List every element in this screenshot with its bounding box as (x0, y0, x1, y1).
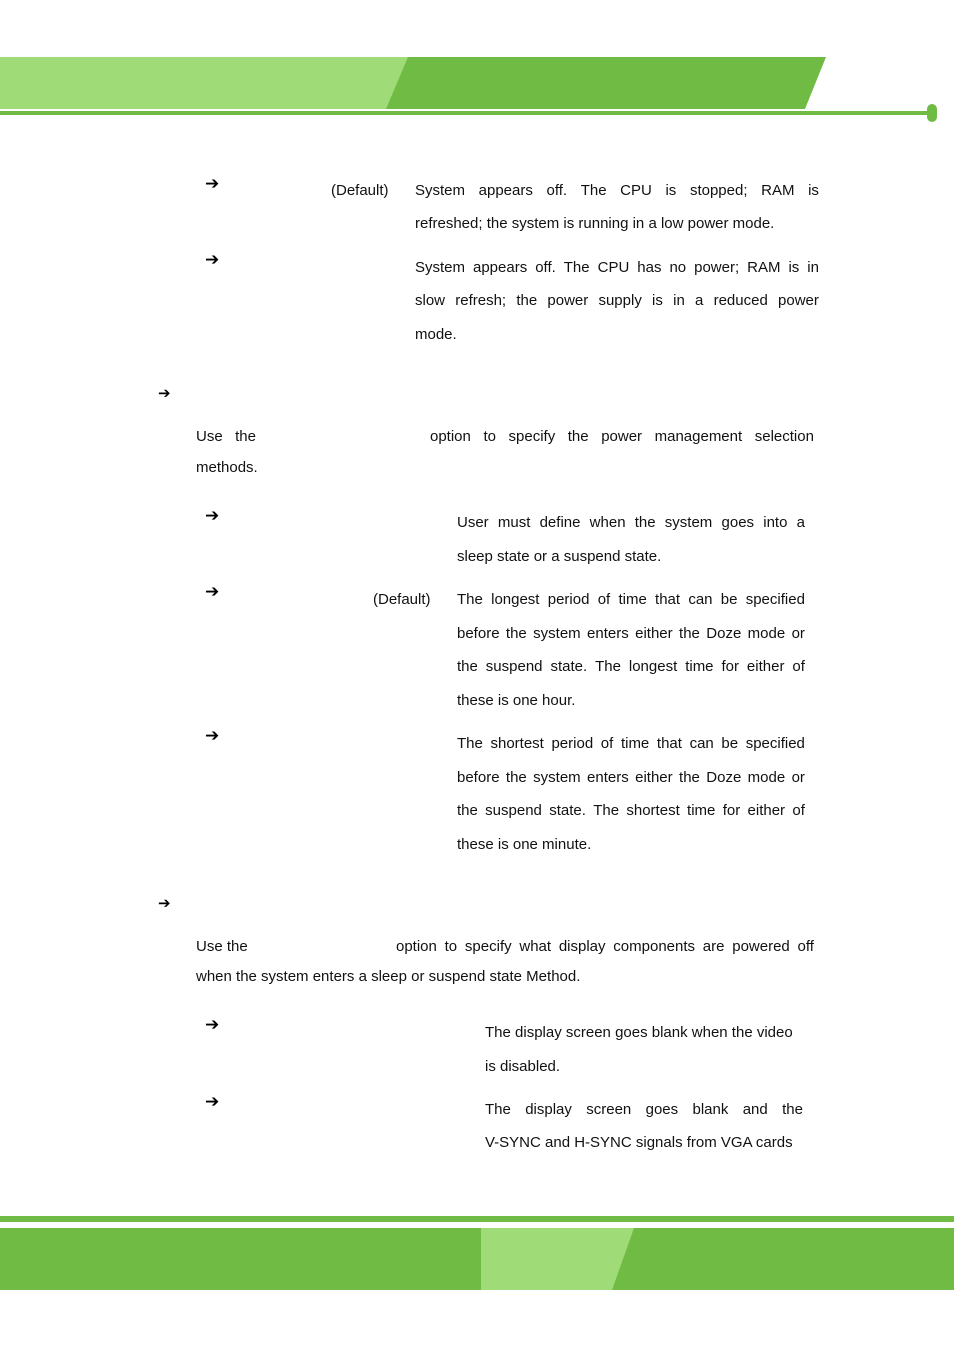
header-banner (0, 56, 954, 112)
description-line: the suspend state. The longest time for either of (457, 658, 805, 675)
description-line: sleep state or a suspend state. (457, 548, 662, 565)
description-line: refreshed; the system is running in a low power mode. (415, 215, 775, 232)
description-line: User must define when the system goes into a (457, 514, 805, 531)
intro-text-line: methods. (196, 459, 258, 476)
intro-text-start: Use the (196, 428, 256, 445)
arrow-right-icon: ➔ (205, 174, 220, 193)
description-line: these is one minute. (457, 836, 592, 853)
default-tag: (Default) (331, 182, 389, 199)
description-line: slow refresh; the power supply is in a reduced power (415, 292, 819, 309)
description-line: The shortest period of time that can be specified (457, 735, 805, 752)
arrow-right-icon: ➔ (205, 1092, 220, 1111)
arrow-right-icon: ➔ (205, 506, 220, 525)
description-line: before the system enters either the Doze mode or (457, 769, 805, 786)
footer-banner-shapes (0, 1228, 954, 1290)
description-line: the suspend state. The shortest time for either of (457, 802, 805, 819)
header-rule-end-dot (927, 104, 937, 122)
footer-rule (0, 1216, 954, 1222)
section-arrow-icon: ➔ (158, 385, 171, 402)
description-line: V-SYNC and H-SYNC signals from VGA cards (485, 1134, 793, 1151)
arrow-right-icon: ➔ (205, 582, 220, 601)
description-line: The display screen goes blank and the (485, 1101, 803, 1118)
intro-text-end: option to specify what display components are powered off (396, 938, 814, 955)
description-line: System appears off. The CPU is stopped; RAM is (415, 182, 819, 199)
arrow-right-icon: ➔ (205, 250, 220, 269)
default-tag: (Default) (373, 591, 431, 608)
intro-text-line: when the system enters a sleep or suspend state Method. (196, 968, 581, 985)
intro-text-start: Use the (196, 938, 248, 955)
header-rule (0, 111, 932, 115)
description-line: is disabled. (485, 1058, 561, 1075)
arrow-right-icon: ➔ (205, 726, 220, 745)
description-line: System appears off. The CPU has no power; RAM is in (415, 259, 819, 276)
description-line: The display screen goes blank when the video (485, 1024, 793, 1041)
footer-banner (0, 1228, 954, 1290)
header-banner-shapes (0, 56, 954, 112)
description-line: The longest period of time that can be specified (457, 591, 805, 608)
description-line: mode. (415, 326, 457, 343)
description-line: before the system enters either the Doze mode or (457, 625, 805, 642)
description-line: these is one hour. (457, 692, 576, 709)
section-arrow-icon: ➔ (158, 895, 171, 912)
intro-text-end: option to specify the power management selection (430, 428, 814, 445)
arrow-right-icon: ➔ (205, 1015, 220, 1034)
